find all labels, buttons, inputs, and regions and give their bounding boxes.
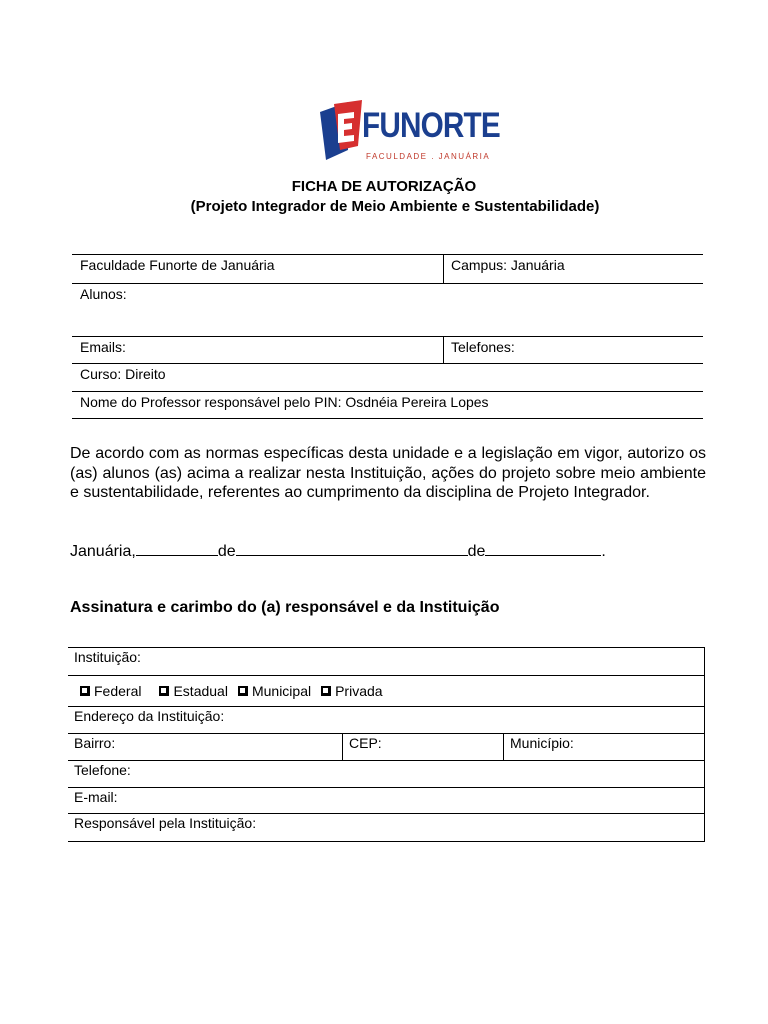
- date-end: .: [601, 543, 606, 560]
- checkbox-icon[interactable]: [159, 686, 169, 696]
- signature-title: Assinatura e carimbo do (a) responsável e da Instituição: [70, 599, 500, 616]
- table-row: [72, 255, 703, 284]
- table-row: [72, 392, 703, 419]
- responsavel-field[interactable]: Responsável pela Instituição:: [74, 815, 257, 831]
- month-blank[interactable]: [236, 541, 468, 556]
- instituicao-field[interactable]: Instituição:: [74, 649, 141, 665]
- bairro-field[interactable]: Bairro:: [68, 734, 343, 760]
- date-de-1: de: [217, 543, 236, 560]
- checkbox-icon[interactable]: [238, 686, 248, 696]
- professor-field[interactable]: Nome do Professor responsável pelo PIN: Osdnéia Pereira Lopes: [80, 394, 489, 410]
- day-blank[interactable]: [136, 541, 218, 556]
- curso-field[interactable]: Curso: Direito: [80, 366, 166, 382]
- table-row: [72, 284, 703, 337]
- telefones-field[interactable]: Telefones:: [451, 339, 515, 355]
- municipio-field[interactable]: Município:: [510, 735, 574, 751]
- date-city: Januária,: [70, 543, 136, 560]
- funorte-logo: [318, 100, 500, 164]
- table-row: [72, 337, 703, 364]
- form-title: FICHA DE AUTORIZAÇÃO: [291, 178, 477, 195]
- option-estadual[interactable]: Estadual: [159, 683, 227, 699]
- endereco-field[interactable]: Endereço da Instituição:: [74, 708, 225, 724]
- checkbox-icon[interactable]: [80, 686, 90, 696]
- telefone-field[interactable]: Telefone:: [74, 762, 131, 778]
- option-privada[interactable]: Privada: [321, 683, 382, 699]
- faculdade-field[interactable]: Faculdade Funorte de Januária: [72, 255, 444, 283]
- option-municipal[interactable]: Municipal: [238, 683, 311, 699]
- option-federal[interactable]: Federal: [80, 683, 141, 699]
- campus-field[interactable]: Campus: Januária: [451, 257, 565, 273]
- table-row: [68, 788, 704, 814]
- logo-wordmark: FUNORTE: [362, 106, 500, 145]
- email-field[interactable]: E-mail:: [74, 789, 118, 805]
- table-row: [68, 814, 704, 842]
- logo-tagline: FACULDADE . JANUÁRIA: [366, 152, 491, 161]
- year-blank[interactable]: [485, 541, 601, 556]
- table-row: [68, 648, 704, 676]
- student-info-table: [72, 254, 703, 419]
- authorization-paragraph: De acordo com as normas específicas desta unidade e a legislação em vigor, autorizo os (as) alunos (as) acima a realizar nesta Instituição, ações do projeto sobre meio ambiente e sustentabilidade, referentes ao cumprimento da disciplina de Projeto Integrador.: [70, 445, 706, 501]
- table-row: [68, 707, 704, 734]
- institution-table: [68, 647, 705, 842]
- institution-type-row: [68, 676, 704, 707]
- checkbox-icon[interactable]: [321, 686, 331, 696]
- table-row: [72, 364, 703, 392]
- emails-field[interactable]: Emails:: [72, 337, 444, 363]
- date-line: [70, 541, 606, 561]
- table-row: [68, 734, 704, 761]
- form-subtitle: (Projeto Integrador de Meio Ambiente e Sustentabilidade): [190, 198, 600, 215]
- date-de-2: de: [467, 543, 486, 560]
- cep-field[interactable]: CEP:: [343, 734, 504, 760]
- alunos-field[interactable]: Alunos:: [80, 286, 127, 302]
- funorte-emblem-icon: [318, 100, 366, 162]
- table-row: [68, 761, 704, 788]
